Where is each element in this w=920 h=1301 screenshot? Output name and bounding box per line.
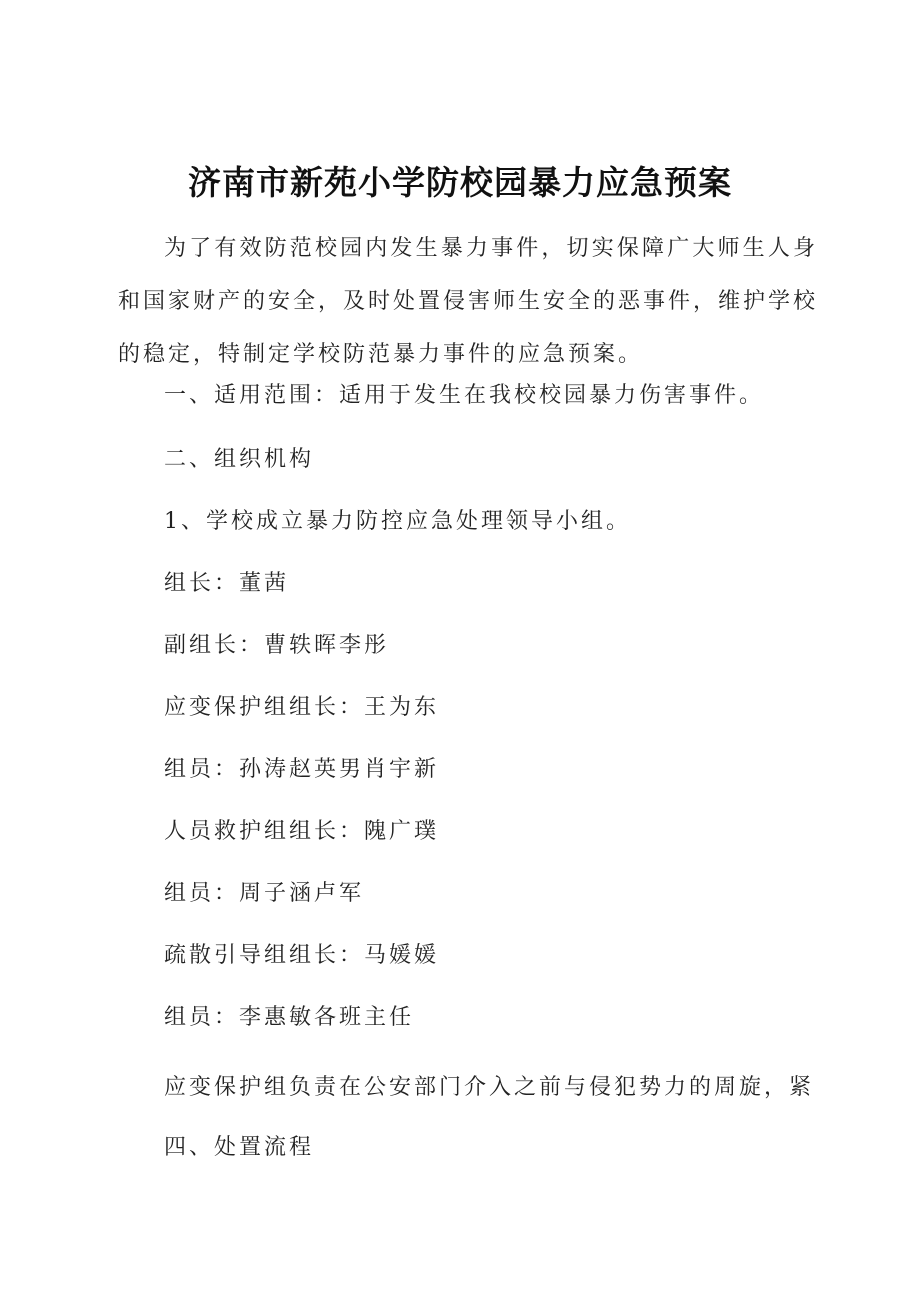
- section-scope: 一、适用范围：适用于发生在我校校园暴力伤害事件。: [164, 383, 765, 408]
- rescue-group-members-line: 组员：周子涵卢军: [164, 881, 365, 906]
- intro-paragraph: 为了有效防范校园内发生暴力事件，切实保障广大师生人身和国家财产的安全，及时处置侵害师生安全的恶事件，维护学校的稳定，特制定学校防范暴力事件的应急预案。: [118, 236, 819, 367]
- protection-group-duty-line: 应变保护组负责在公安部门介入之前与侵犯势力的周旋，紧: [164, 1075, 815, 1100]
- rescue-group-leader-line: 人员救护组组长：隗广璞: [164, 819, 440, 844]
- deputy-leader-line: 副组长：曹轶晖李彤: [164, 633, 390, 658]
- section-procedure-heading: 四、处置流程: [164, 1135, 315, 1160]
- protection-group-members-line: 组员：孙涛赵英男肖宇新: [164, 757, 440, 782]
- document-title: 济南市新苑小学防校园暴力应急预案: [188, 163, 732, 202]
- section-organization-heading: 二、组织机构: [164, 447, 315, 472]
- evacuation-group-leader-line: 疏散引导组组长：马媛媛: [164, 943, 440, 968]
- evacuation-group-members-line: 组员：李惠敏各班主任: [164, 1005, 415, 1030]
- protection-group-leader-line: 应变保护组组长：王为东: [164, 695, 440, 720]
- group-leader-line: 组长：董茜: [164, 571, 290, 596]
- leadership-group-line: 1、学校成立暴力防控应急处理领导小组。: [164, 509, 631, 534]
